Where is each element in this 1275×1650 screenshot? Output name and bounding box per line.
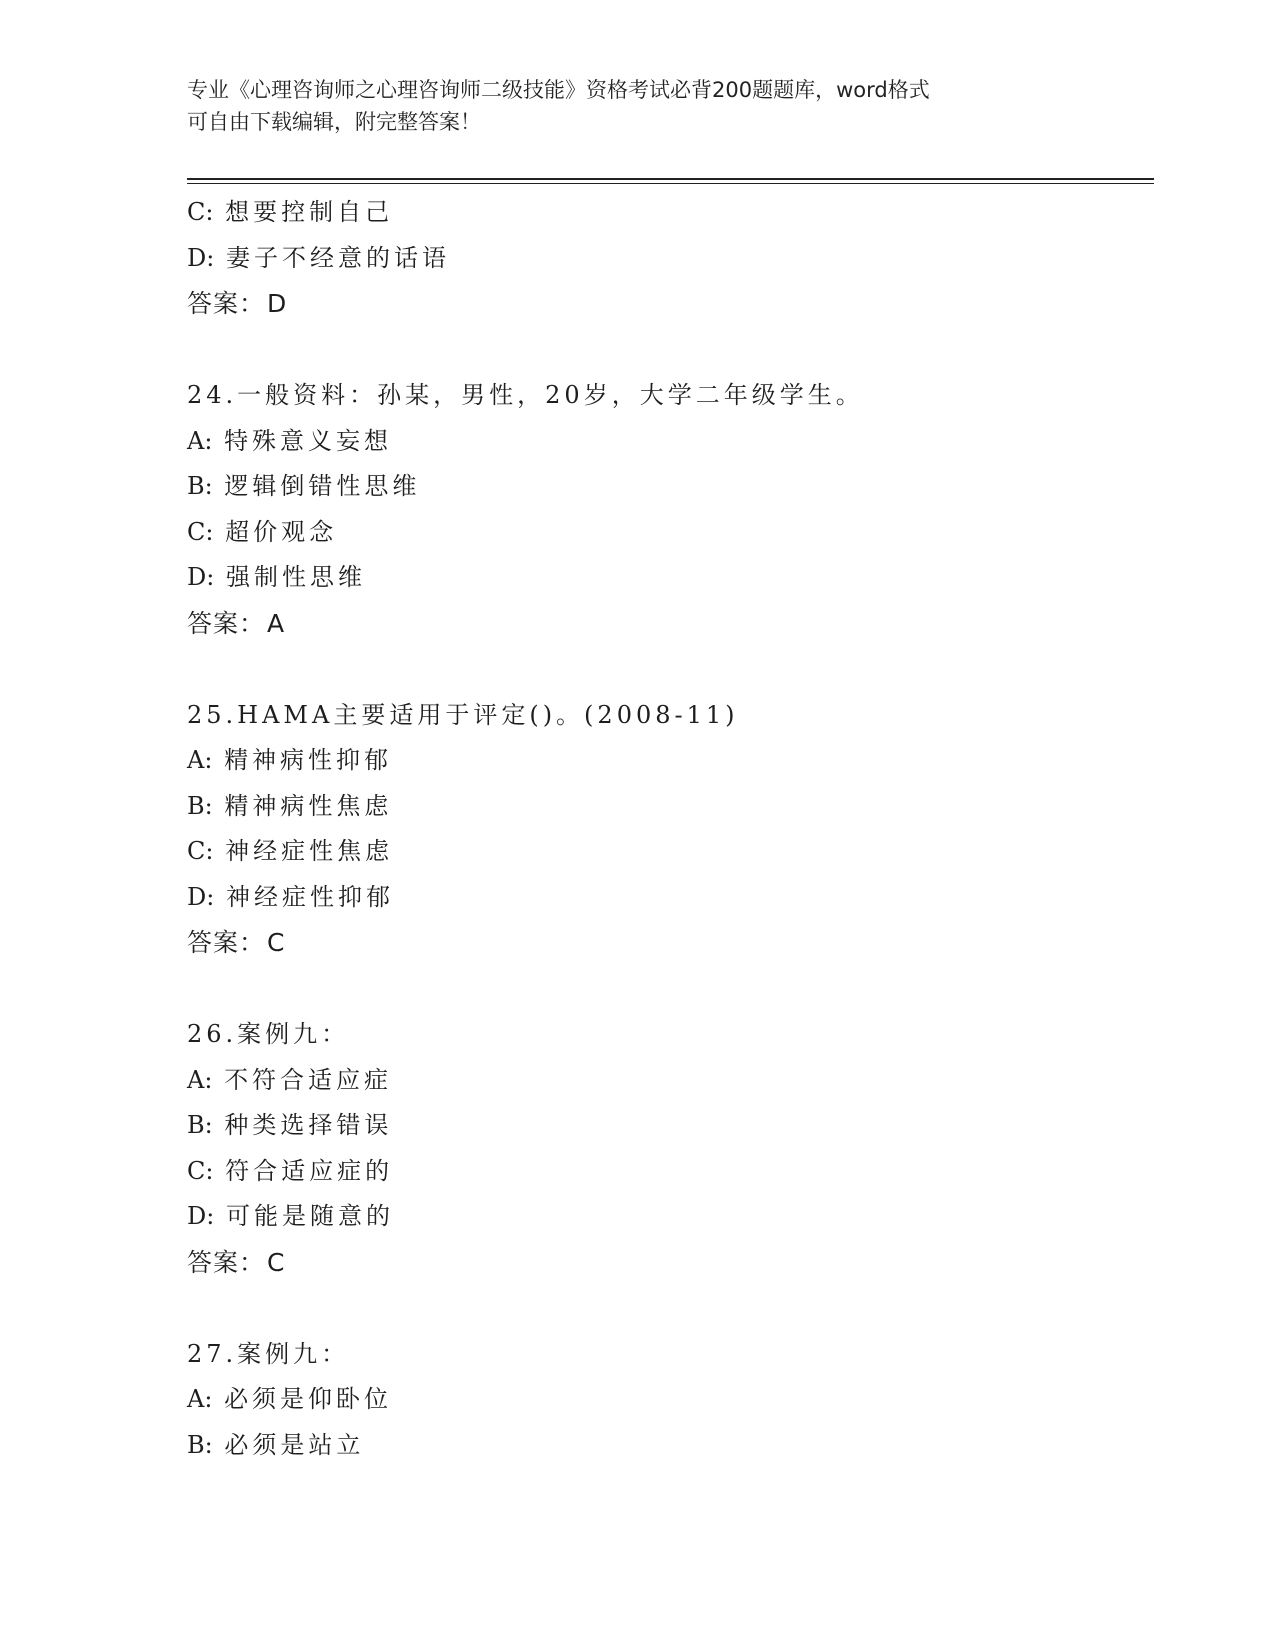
answer-value: D — [267, 289, 288, 318]
option-letter: B: — [187, 791, 213, 820]
answer-label: 答案： — [187, 928, 266, 957]
answer-value: C — [267, 1247, 286, 1277]
header-title-line-1: 专业《心理咨询师之心理咨询师二级技能》资格考试必背200题题库，word格式 — [187, 78, 930, 102]
option-letter: A: — [187, 1385, 213, 1413]
answer-line — [187, 1240, 1087, 1286]
option-text: 妻子不经意的话语 — [225, 243, 450, 272]
option-text: 强制性思维 — [225, 563, 366, 591]
option-c — [187, 829, 1087, 875]
option-a — [187, 738, 1087, 784]
option-letter: C: — [187, 1156, 214, 1185]
header-divider-thick — [187, 178, 1154, 180]
header-title-line-2: 可自由下载编辑，附完整答案！ — [187, 110, 481, 134]
option-a — [187, 419, 1087, 465]
option-letter: C: — [187, 198, 214, 226]
option-d — [187, 1194, 1087, 1240]
option-a — [187, 1058, 1087, 1104]
option-letter: C: — [187, 837, 214, 865]
option-letter: B: — [187, 472, 213, 500]
option-letter: A: — [187, 746, 213, 774]
option-c — [187, 510, 1087, 556]
answer-value: C — [267, 928, 286, 957]
option-d — [187, 555, 1087, 601]
option-b — [187, 784, 1087, 830]
answer-label: 答案： — [187, 608, 266, 638]
option-c — [187, 1149, 1087, 1195]
question-text: 24.一般资料：孙某，男性，20岁，大学二年级学生。 — [187, 381, 864, 409]
header-divider-thin — [187, 183, 1154, 184]
option-text: 逻辑倒错性思维 — [224, 472, 421, 500]
option-letter: D: — [187, 243, 215, 272]
option-b — [187, 1423, 1087, 1469]
question-list — [187, 190, 1087, 1514]
option-letter: C: — [187, 517, 214, 546]
option-text: 想要控制自己 — [225, 198, 394, 226]
option-letter: B: — [187, 1430, 213, 1459]
option-text: 必须是站立 — [224, 1430, 365, 1459]
document-header — [187, 74, 1067, 138]
option-b — [187, 1103, 1087, 1149]
option-text: 必须是仰卧位 — [224, 1385, 393, 1413]
option-text: 不符合适应症 — [224, 1065, 393, 1094]
option-letter: D: — [187, 882, 215, 911]
option-letter: D: — [187, 1202, 215, 1230]
answer-line — [187, 601, 1087, 647]
option-text: 符合适应症的 — [225, 1156, 394, 1185]
option-d — [187, 875, 1087, 921]
option-text: 精神病性焦虑 — [224, 791, 393, 820]
question-block-23 — [187, 190, 1087, 327]
option-letter: D: — [187, 563, 215, 591]
option-b — [187, 464, 1087, 510]
question-block-27 — [187, 1332, 1087, 1469]
answer-label: 答案： — [187, 1247, 266, 1277]
question-text: 25.HAMA主要适用于评定()。(2008-11) — [187, 700, 739, 729]
answer-label: 答案： — [187, 289, 266, 318]
option-letter: A: — [187, 1065, 213, 1094]
option-c — [187, 190, 1087, 236]
question-block-25 — [187, 693, 1087, 967]
question-text: 27.案例九： — [187, 1339, 350, 1368]
option-text: 精神病性抑郁 — [224, 746, 393, 774]
option-a — [187, 1377, 1087, 1423]
question-text: 26.案例九： — [187, 1020, 350, 1048]
option-text: 神经症性焦虑 — [225, 837, 394, 865]
answer-value: A — [267, 608, 286, 638]
option-text: 特殊意义妄想 — [224, 426, 393, 455]
option-letter: A: — [187, 426, 213, 455]
question-block-24 — [187, 373, 1087, 647]
answer-line — [187, 920, 1087, 966]
option-text: 神经症性抑郁 — [225, 882, 394, 911]
option-letter: B: — [187, 1111, 213, 1139]
option-d — [187, 236, 1087, 282]
question-block-26 — [187, 1012, 1087, 1286]
option-text: 可能是随意的 — [225, 1202, 394, 1230]
answer-line — [187, 281, 1087, 327]
option-text: 种类选择错误 — [224, 1111, 393, 1139]
option-text: 超价观念 — [225, 517, 338, 546]
